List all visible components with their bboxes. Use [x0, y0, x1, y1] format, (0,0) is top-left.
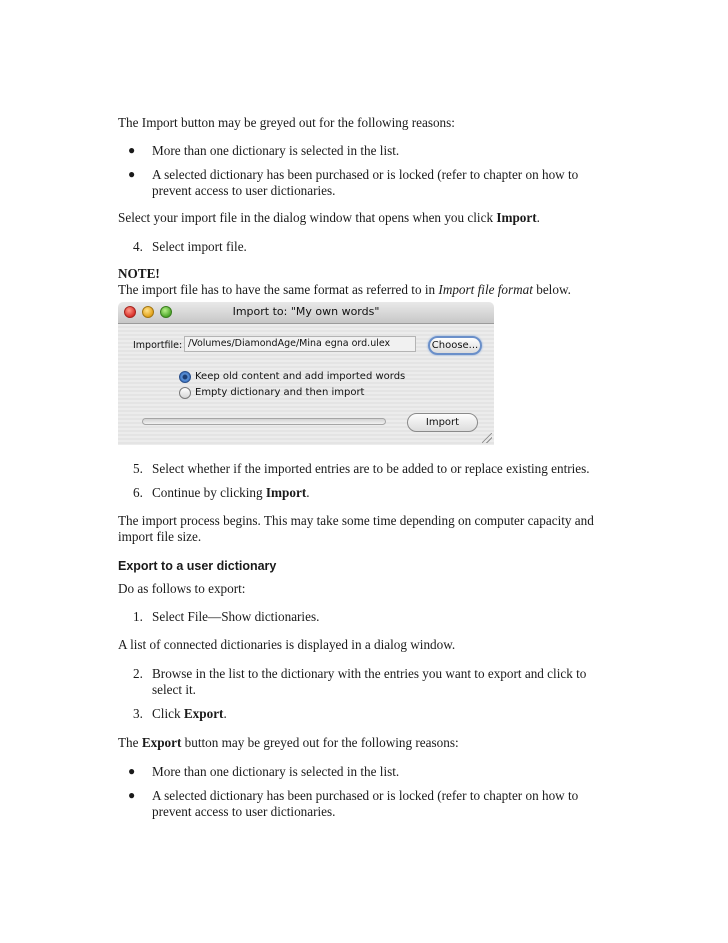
import-progress-bar	[142, 418, 386, 425]
importfile-label: Importfile:	[133, 340, 183, 351]
export-step-1-text: Select File—Show dictionaries.	[152, 609, 320, 624]
radio-keep-content-label: Keep old content and add imported words	[195, 371, 406, 382]
import-greyed-intro: The Import button may be greyed out for the following reasons:	[118, 115, 455, 130]
step-4-text: Select import file.	[152, 239, 247, 254]
radio-empty-dictionary-label: Empty dictionary and then import	[195, 387, 365, 398]
import-reason-1: More than one dictionary is selected in the list.	[152, 143, 400, 158]
step-6-text: Continue by clicking Import.	[152, 485, 310, 500]
resize-grip-icon[interactable]	[482, 433, 492, 443]
import-reason-2-line2: prevent access to user dictionaries.	[152, 183, 336, 198]
import-reason-2-line1: A selected dictionary has been purchased or is locked (refer to chapter on how to	[152, 167, 579, 182]
bullet-icon: ●	[128, 788, 136, 802]
export-step-3-text: Click Export.	[152, 706, 227, 721]
bullet-icon: ●	[128, 764, 136, 778]
step-5-text: Select whether if the imported entries are to be added to or replace existing entries.	[152, 461, 590, 476]
step-5-number: 5.	[133, 461, 143, 476]
export-reason-2-line2: prevent access to user dictionaries.	[152, 804, 336, 819]
select-file-paragraph: Select your import file in the dialog window that opens when you click Import.	[118, 210, 540, 225]
note-text: The import file has to have the same format as referred to in Import file format below.	[118, 282, 571, 297]
note-label: NOTE!	[118, 266, 160, 281]
export-step-1-number: 1.	[133, 609, 143, 624]
step-4-number: 4.	[133, 239, 143, 254]
export-step-3-number: 3.	[133, 706, 143, 721]
step-6-number: 6.	[133, 485, 143, 500]
export-intro: Do as follows to export:	[118, 581, 246, 596]
import-button[interactable]: Import	[407, 413, 478, 432]
export-greyed-intro: The Export button may be greyed out for the following reasons:	[118, 735, 459, 750]
bullet-icon: ●	[128, 167, 136, 181]
radio-empty-dictionary[interactable]	[179, 387, 191, 399]
import-dialog-screenshot	[118, 302, 494, 445]
importfile-field[interactable]: /Volumes/DiamondAge/Mina egna ord.ulex	[184, 336, 416, 352]
export-step-2-line1: Browse in the list to the dictionary with the entries you want to export and click to	[152, 666, 587, 681]
radio-keep-content[interactable]	[179, 371, 191, 383]
bullet-icon: ●	[128, 143, 136, 157]
export-step-2-line2: select it.	[152, 682, 196, 697]
choose-button[interactable]: Choose...	[428, 336, 482, 355]
export-step-2-number: 2.	[133, 666, 143, 681]
dialog-titlebar	[118, 302, 494, 324]
export-reason-1: More than one dictionary is selected in the list.	[152, 764, 400, 779]
dialog-body	[118, 324, 494, 445]
process-text-line1: The import process begins. This may take some time depending on computer capacity and	[118, 513, 594, 528]
list-displayed-text: A list of connected dictionaries is displayed in a dialog window.	[118, 637, 456, 652]
export-heading: Export to a user dictionary	[118, 559, 277, 573]
process-text-line2: import file size.	[118, 529, 202, 544]
dialog-title: Import to: "My own words"	[232, 305, 380, 318]
export-reason-2-line1: A selected dictionary has been purchased or is locked (refer to chapter on how to	[152, 788, 579, 803]
